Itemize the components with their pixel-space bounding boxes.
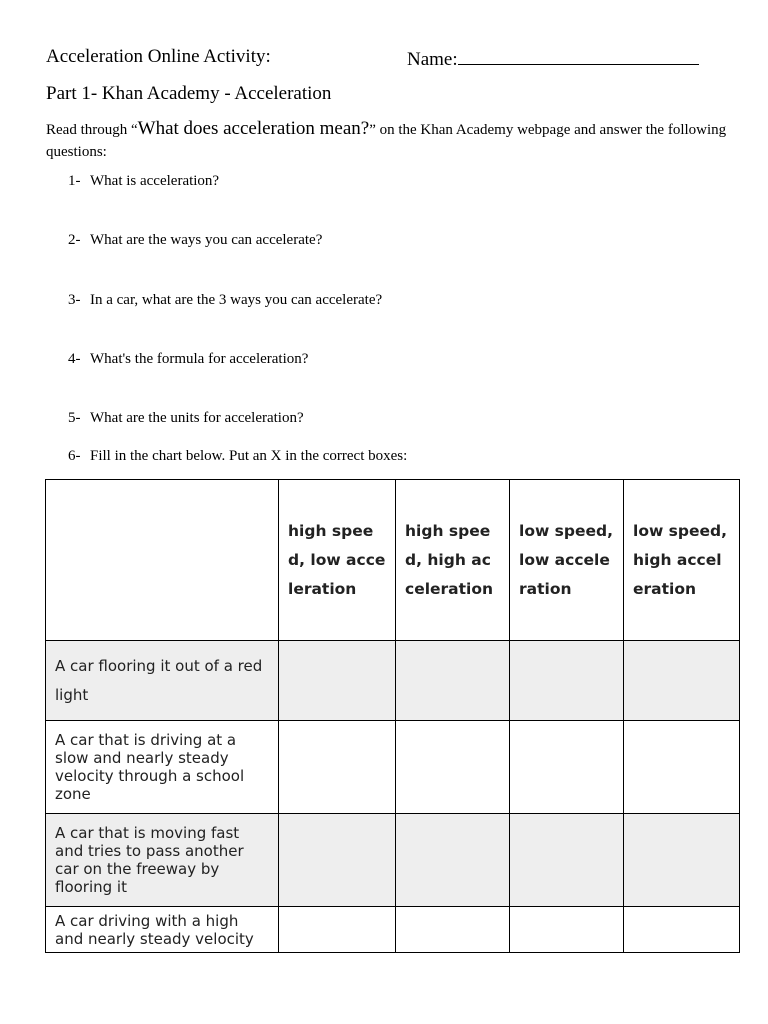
name-label: Name:: [407, 49, 458, 70]
answer-cell[interactable]: [510, 907, 624, 953]
question-text: What are the units for acceleration?: [90, 410, 304, 426]
answer-cell[interactable]: [279, 814, 396, 907]
answer-cell[interactable]: [396, 907, 510, 953]
question-text: Fill in the chart below. Put an X in the correct boxes:: [90, 448, 408, 464]
answer-cell[interactable]: [510, 721, 624, 814]
question-number: 2-: [68, 232, 81, 248]
answer-cell[interactable]: [624, 907, 740, 953]
question-number: 1-: [68, 173, 81, 189]
question-6: [68, 448, 407, 465]
table-row: [46, 641, 740, 721]
row-label: A car driving with a high and nearly steady velocity: [46, 907, 279, 953]
worksheet-title: Acceleration Online Activity:: [46, 46, 271, 67]
answer-cell[interactable]: [510, 641, 624, 721]
answer-cell[interactable]: [396, 641, 510, 721]
answer-cell[interactable]: [624, 641, 740, 721]
row-label: A car that is moving fast and tries to pass another car on the freeway by flooring it: [46, 814, 279, 907]
question-5: [68, 410, 304, 427]
answer-cell[interactable]: [279, 907, 396, 953]
chart-corner-cell: [46, 480, 279, 641]
answer-cell[interactable]: [624, 814, 740, 907]
answer-cell[interactable]: [510, 814, 624, 907]
answer-cell[interactable]: [279, 641, 396, 721]
question-number: 5-: [68, 410, 81, 426]
question-text: What's the formula for acceleration?: [90, 351, 309, 367]
question-1: [68, 173, 219, 190]
answer-cell[interactable]: [624, 721, 740, 814]
question-2: [68, 232, 322, 249]
intro-paragraph: [46, 118, 736, 163]
answer-cell[interactable]: [396, 721, 510, 814]
question-text: What is acceleration?: [90, 173, 220, 189]
row-label: A car that is driving at a slow and nearly steady velocity through a school zone: [46, 721, 279, 814]
answer-cell[interactable]: [279, 721, 396, 814]
header-label: low speed, high acceleration: [633, 521, 728, 598]
table-row: [46, 721, 740, 814]
part-title: Part 1- Khan Academy - Acceleration: [46, 83, 332, 104]
question-number: 3-: [68, 292, 81, 308]
question-number: 4-: [68, 351, 81, 367]
name-field: [407, 46, 699, 71]
chart-header-row: [46, 480, 740, 641]
intro-article-title: What does acceleration mean?: [137, 118, 370, 139]
table-row: [46, 814, 740, 907]
answer-cell[interactable]: [396, 814, 510, 907]
header-low-speed-low-acceleration: [510, 480, 624, 641]
header-high-speed-high-acceleration: [396, 480, 510, 641]
intro-after: ” on the Khan Academy webpage and answer the following questions:: [46, 122, 727, 160]
question-text: What are the ways you can accelerate?: [90, 232, 323, 248]
header-high-speed-low-acceleration: [279, 480, 396, 641]
header-low-speed-high-acceleration: [624, 480, 740, 641]
speed-acceleration-chart: [45, 479, 740, 953]
header-label: high speed, low acceleration: [288, 521, 386, 598]
row-label: A car flooring it out of a red light: [46, 641, 279, 721]
question-4: [68, 351, 308, 368]
header-label: high speed, high acceleration: [405, 521, 494, 598]
question-number: 6-: [68, 448, 81, 464]
question-3: [68, 292, 382, 309]
question-text: In a car, what are the 3 ways you can accelerate?: [90, 292, 383, 308]
intro-before: Read through “: [46, 122, 138, 138]
header-label: low speed, low acceleration: [519, 521, 614, 598]
name-blank-line: [458, 46, 699, 65]
table-row: [46, 907, 740, 953]
